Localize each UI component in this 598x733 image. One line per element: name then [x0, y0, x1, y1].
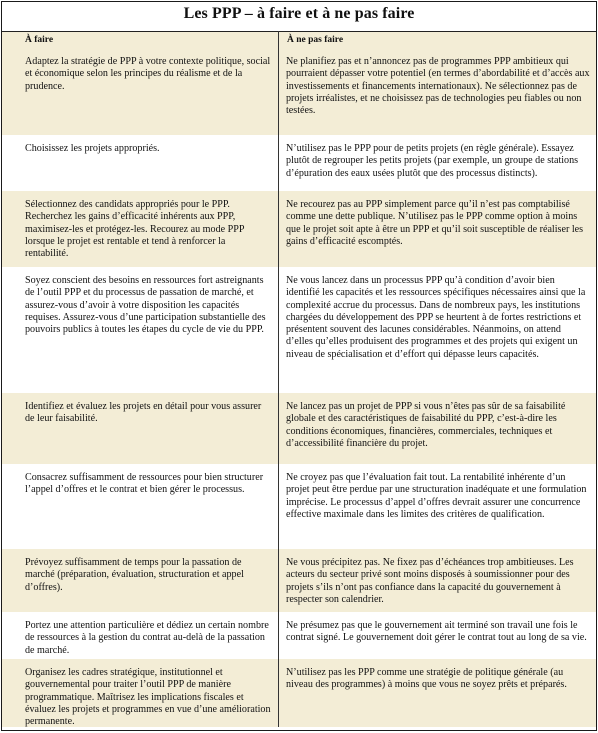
header-do: À faire — [25, 35, 54, 45]
row-dont-text: Ne planifiez pas et n’annoncez pas de programmes PPP ambitieux qui pourraient dépasser votre potentiel (en termes d’abordabilité et d’accès aux investissements et financements internationaux). Ne sélectionnez pas de projets irréalistes, et ne choisissez pas de technologies peu fiables ou non testées. — [286, 56, 590, 117]
table-row — [2, 135, 596, 191]
table-row — [2, 267, 596, 393]
row-do-text: Sélectionnez des candidats appropriés pour le PPP. Recherchez les gains d’efficacité inhérents aux PPP, maximisez-les et protégez-les. Recourez au mode PPP lorsque le projet est rentable et tend à renforcer la rentabilité. — [25, 199, 245, 260]
row-do-text: Soyez conscient des besoins en ressources fort astreignants de l’outil PPP et du processus de passation de marché, et assurez-vous d’avoir à votre disposition les capacités requises. Assurez-vous d’une participation substantielle des pouvoirs publics à toutes les étapes du cycle de vie du PPP. — [25, 275, 266, 336]
table-row — [2, 191, 596, 267]
row-dont-text: Ne présumez pas que le gouvernement ait terminé son travail une fois le contrat signé. Le gouvernement doit gérer le contrat tout au long de sa vie. — [286, 620, 587, 644]
page-title: Les PPP – à faire et à ne pas faire — [183, 5, 415, 22]
row-dont-text: Ne recourez pas au PPP simplement parce qu’il n’est pas comptabilisé comme une dette publique. N’utilisez pas le PPP comme option à moins que le projet soit apte à être un PPP et qu’il soit susceptible de réaliser les gains d’efficacité escomptés. — [286, 199, 584, 247]
row-dont-text: Ne lancez pas un projet de PPP si vous n’êtes pas sûr de sa faisabilité globale et des caractéristiques de faisabilité du PPP, c’est-à-dire les conditions économiques, financières, commerciales, techniques et d’accessibilité financière du projet. — [286, 401, 566, 449]
header-dont: À ne pas faire — [287, 35, 344, 45]
row-do-text: Organisez les cadres stratégique, institutionnel et gouvernemental pour traiter l’outil PPP de manière programmatique. Maîtrisez les implications fiscales et évaluez les projets et programmes en vue d’une amélioration permanente. — [25, 667, 271, 728]
row-do-text: Adaptez la stratégie de PPP à votre contexte politique, social et économique selon les principes du réalisme et de la prudence. — [25, 56, 271, 92]
row-dont-text: Ne vous précipitez pas. Ne fixez pas d’échéances trop ambitieuses. Les acteurs du secteur privé sont moins disposés à soumissionner pour des projets s’ils n’ont pas confiance dans la capacité du gouvernement à respecter son calendrier. — [286, 557, 574, 605]
row-do-text: Portez une attention particulière et dédiez un certain nombre de ressources à la gestion du contrat au-delà de la passation de marché. — [25, 620, 269, 656]
column-divider — [278, 31, 279, 727]
row-do-text: Consacrez suffisamment de ressources pour bien structurer l’appel d’offres et le contrat et bien gérer le processus. — [25, 472, 264, 496]
ppp-table — [1, 1, 597, 731]
table-header — [2, 31, 596, 49]
row-dont-text: N’utilisez pas le PPP pour de petits projets (en règle générale). Essayez plutôt de regrouper les petits projets (par exemple, un groupe de stations d’épuration des eaux usées plutôt que des processus distincts). — [286, 143, 579, 179]
table-row — [2, 659, 596, 727]
table-row — [2, 464, 596, 549]
table-row — [2, 612, 596, 659]
table-row — [2, 48, 596, 135]
row-dont-text: N’utilisez pas les PPP comme une stratégie de politique générale (au niveau des programmes) à moins que vous ne soyez prêts et préparés. — [286, 667, 567, 691]
row-do-text: Identifiez et évaluez les projets en détail pour vous assurer de leur faisabilité. — [25, 401, 262, 425]
row-dont-text: Ne vous lancez dans un processus PPP qu’à condition d’avoir bien identifié les capacités et les ressources spécifiques nécessaires ainsi que la complexité accrue du processus. Dans de nombreux pays, les institutions chargées du développement des PPP se heurtent à de fortes restrictions et présentent souvent des lacunes considérables. Néanmoins, on attend d’elles qu’elles produisent des programmes et des projets qui exigent un niveau de spécialisation et d’effort qui dépasse leurs capacités. — [286, 275, 586, 360]
table-row — [2, 549, 596, 612]
row-do-text: Prévoyez suffisamment de temps pour la passation de marché (préparation, évaluation, structuration et appel d’offres). — [25, 557, 244, 593]
table-row — [2, 393, 596, 464]
row-do-text: Choisissez les projets appropriés. — [25, 143, 160, 154]
row-dont-text: Ne croyez pas que l’évaluation fait tout. La rentabilité inhérente d’un projet peut être perdue par une structuration inadéquate et une formulation imprécise. Le processus d’appel d’offres devrait assurer une concurrence effective maximale dans les limites des critères de qualification. — [286, 472, 587, 520]
